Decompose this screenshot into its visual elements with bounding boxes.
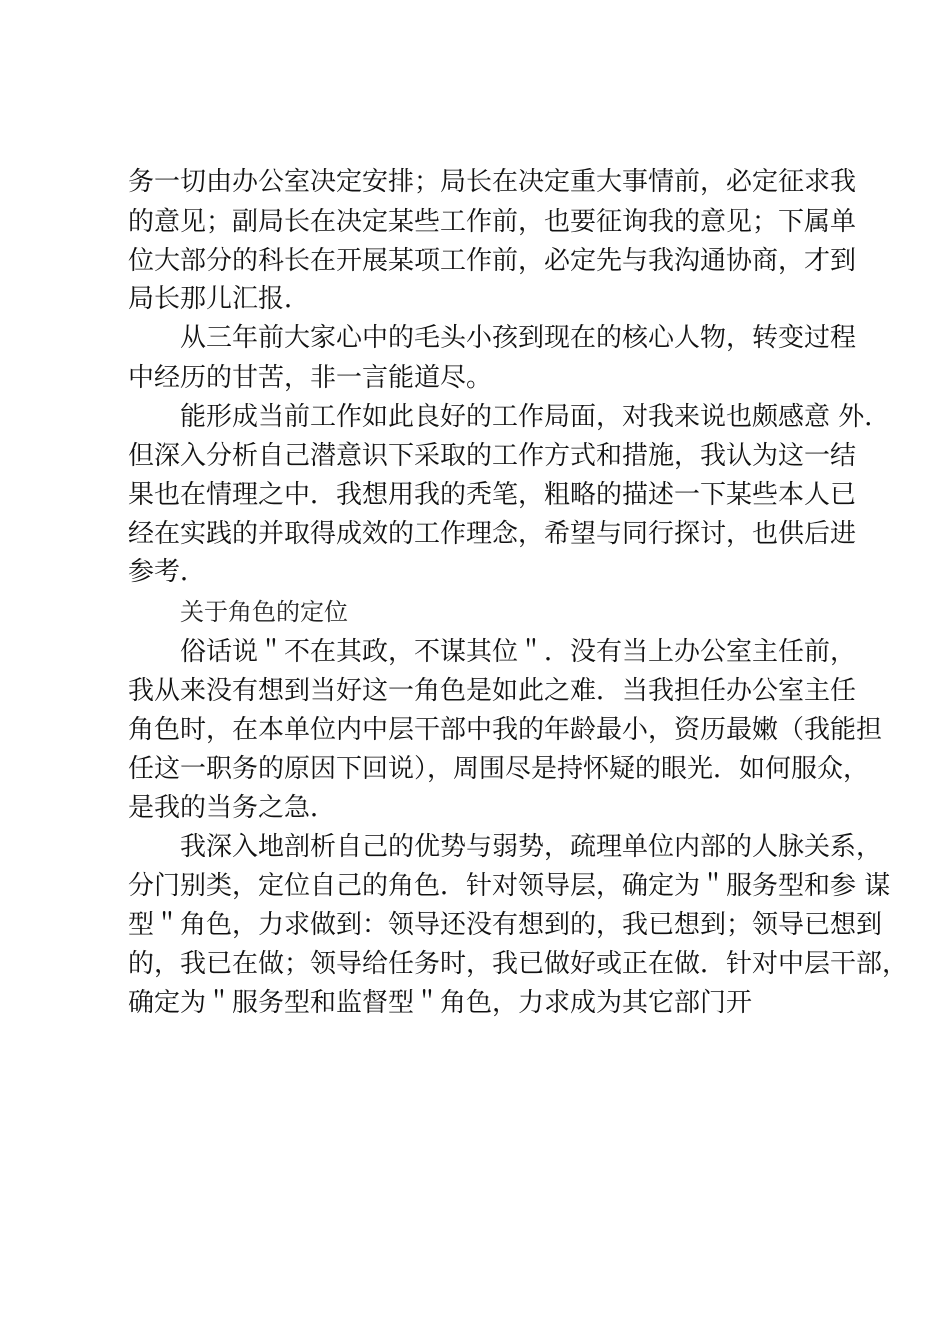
text-line: 参考． bbox=[128, 557, 207, 587]
text-line: 经在实践的并取得成效的工作理念，希望与同行探讨，也供后进 bbox=[128, 519, 857, 549]
text-line: 型＂角色，力求做到：领导还没有想到的，我已想到；领导已想到 bbox=[128, 910, 883, 940]
section-heading: 关于角色的定位 bbox=[180, 598, 348, 626]
text-line: 是我的当务之急． bbox=[128, 793, 337, 823]
text-line: 的，我已在做；领导给任务时，我已做好或正在做．针对中层干部， bbox=[128, 949, 909, 979]
text-line: 中经历的甘苦，非一言能道尽。 bbox=[128, 363, 493, 393]
text-line: 任这一职务的原因下回说），周围尽是持怀疑的眼光．如何服众， bbox=[128, 754, 870, 784]
text-line: 局长那儿汇报． bbox=[128, 284, 311, 314]
text-line: 务一切由办公室决定安排；局长在决定重大事情前，必定征求我 bbox=[128, 167, 857, 197]
text-line: 我从来没有想到当好这一角色是如此之难．当我担任办公室主任 bbox=[128, 676, 857, 706]
text-line: 的意见；副局长在决定某些工作前，也要征询我的意见；下属单 bbox=[128, 207, 857, 237]
text-line: 分门别类，定位自己的角色．针对领导层，确定为＂服务型和参 谋 bbox=[128, 871, 891, 901]
text-line: 位大部分的科长在开展某项工作前，必定先与我沟通协商，才到 bbox=[128, 246, 857, 276]
text-line: 从三年前大家心中的毛头小孩到现在的核心人物，转变过程 bbox=[180, 323, 857, 353]
text-line: 确定为＂服务型和监督型＂角色，力求成为其它部门开 bbox=[128, 988, 753, 1018]
text-line: 能形成当前工作如此良好的工作局面，对我来说也颇感意 外． bbox=[180, 402, 891, 432]
text-line: 我深入地剖析自己的优势与弱势，疏理单位内部的人脉关系， bbox=[180, 832, 883, 862]
text-line: 果也在情理之中．我想用我的秃笔，粗略的描述一下某些本人已 bbox=[128, 480, 857, 510]
text-line: 角色时，在本单位内中层干部中我的年龄最小，资历最嫩（我能担 bbox=[128, 715, 883, 745]
text-line: 俗话说＂不在其政，不谋其位＂．没有当上办公室主任前， bbox=[180, 637, 857, 667]
text-line: 但深入分析自己潜意识下采取的工作方式和措施，我认为这一结 bbox=[128, 441, 857, 471]
